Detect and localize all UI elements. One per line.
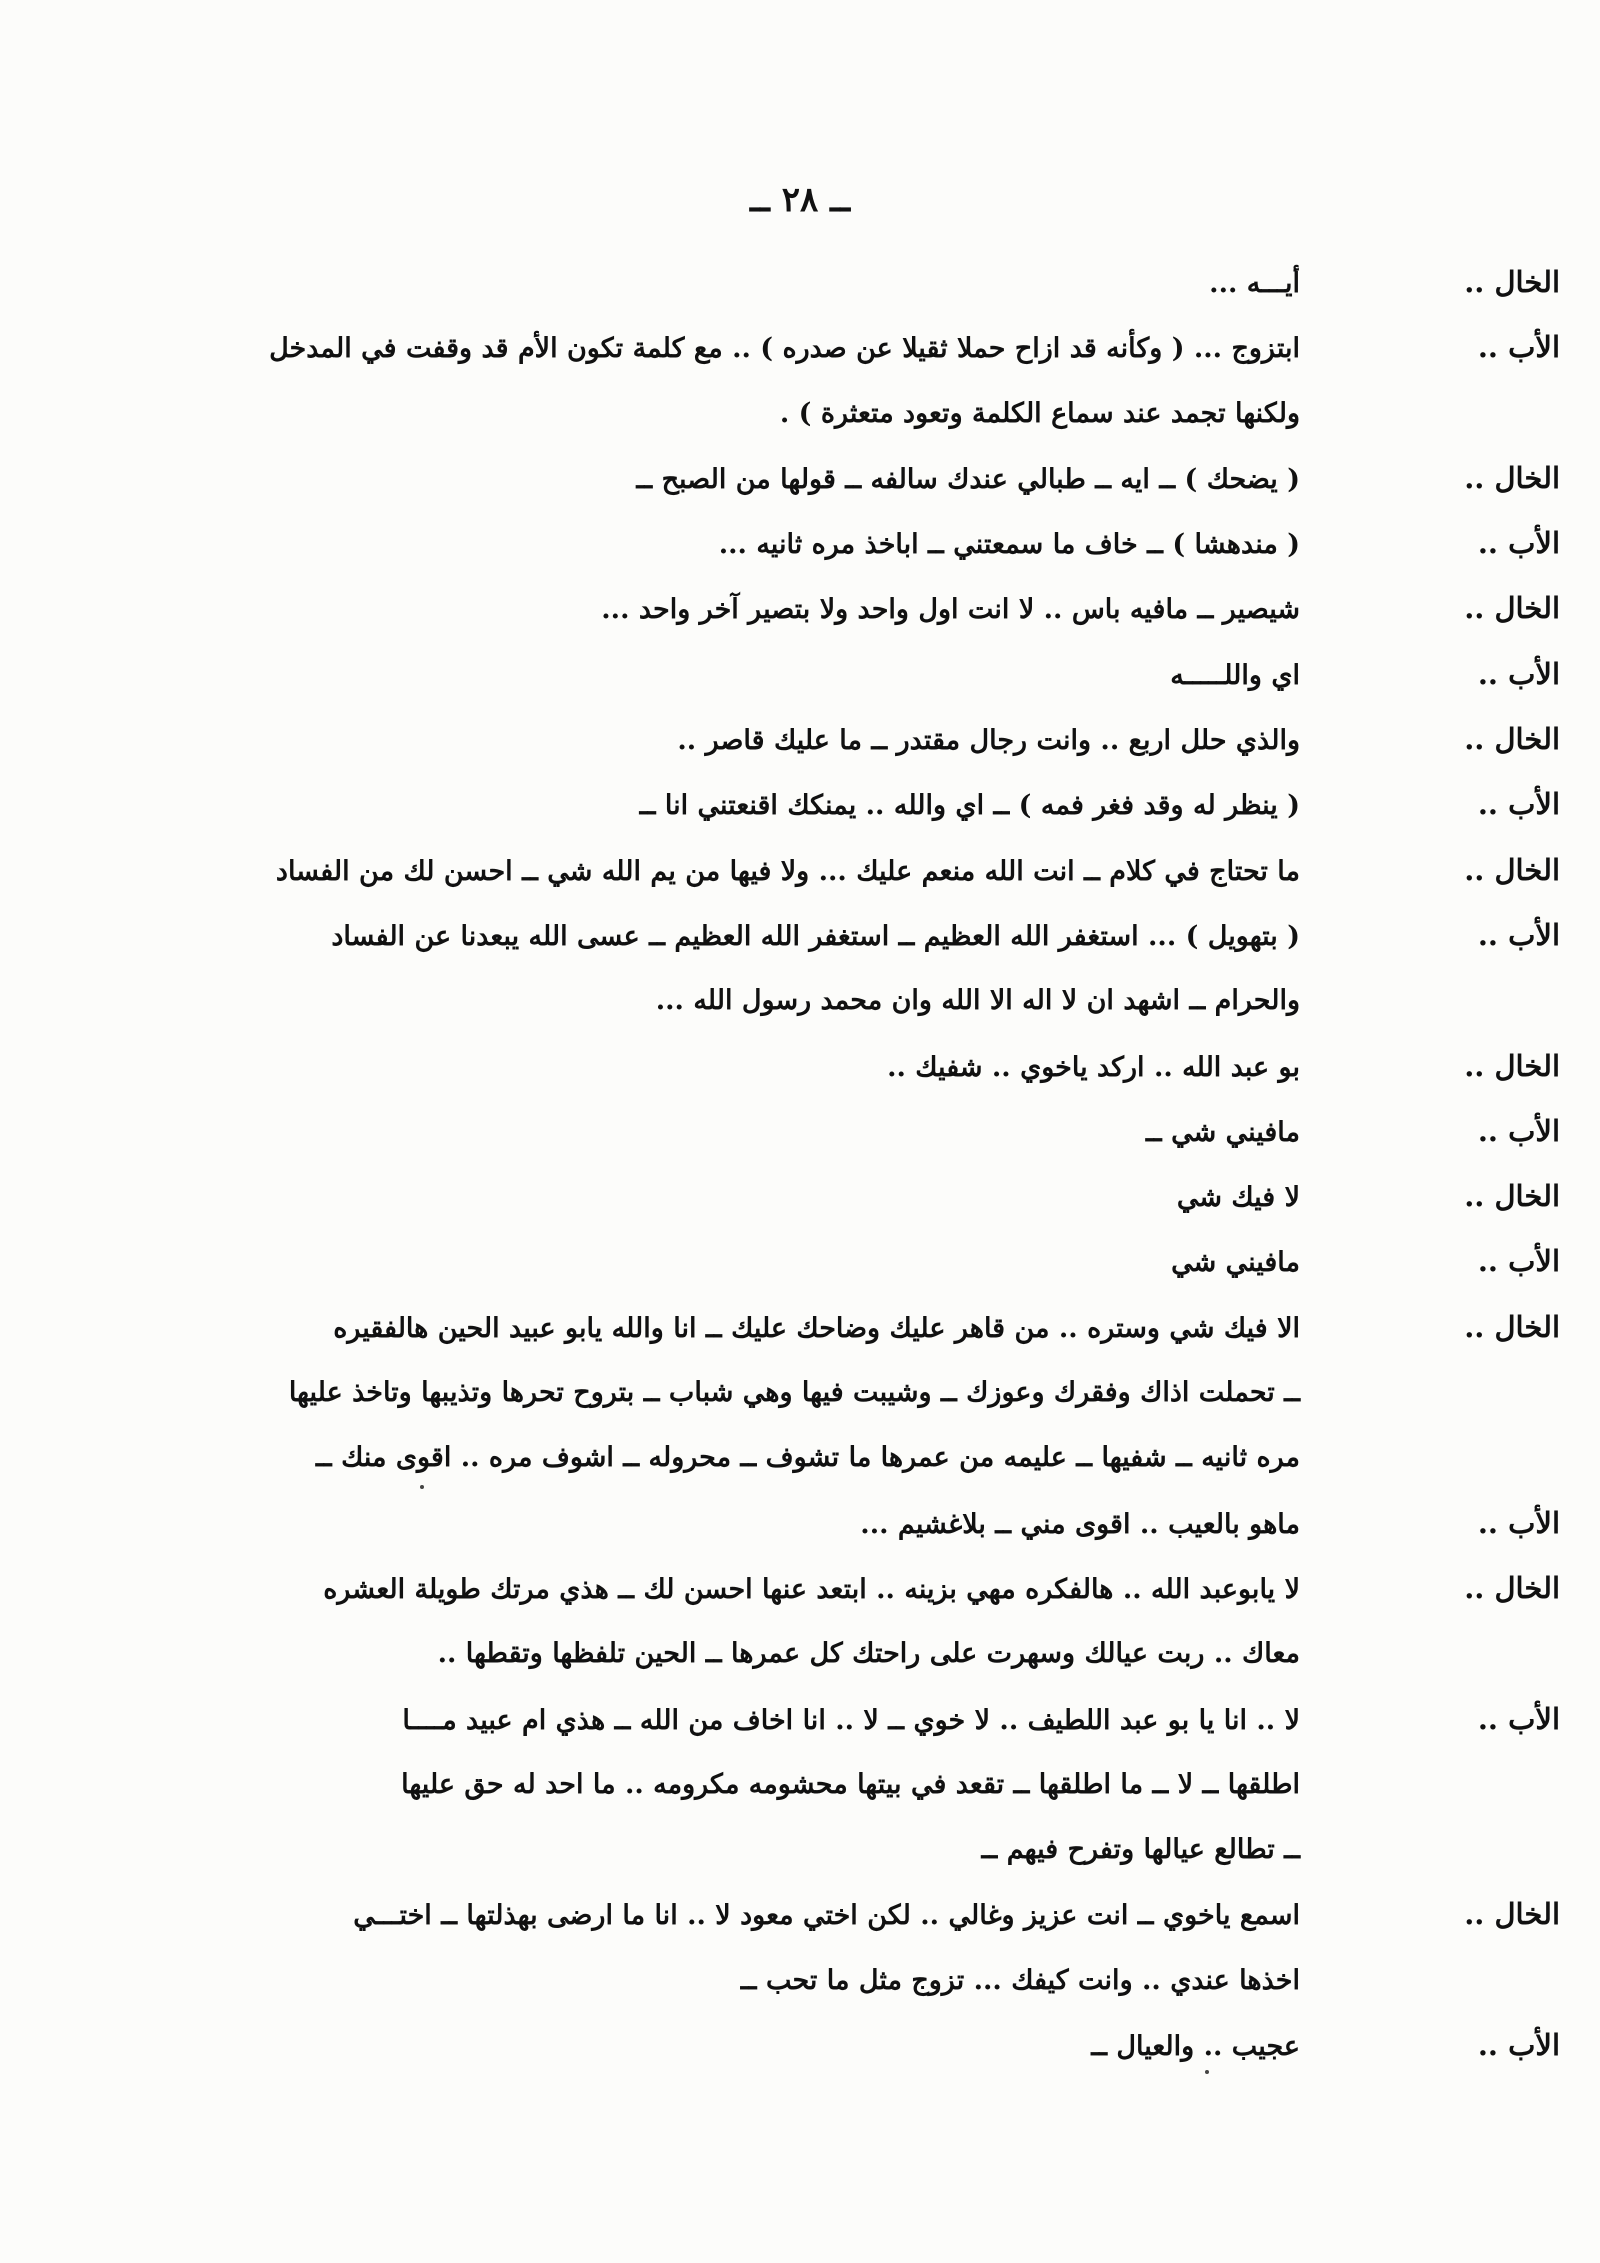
dialogue-line [140, 838, 1560, 903]
dialogue-text: لا يابوعبد الله .. هالفكره مهي بزينه .. ابتعد عنها احسن لك ــ هذي مرتك طويلة العشره [323, 1573, 1300, 1605]
dialogue-line [140, 1229, 1560, 1294]
dialogue-text: والحرام ــ اشهد ان لا اله الا الله وان محمد رسول الله ... [655, 985, 1300, 1017]
dialogue-line [140, 1817, 1560, 1882]
speaker-name: الخال .. [1464, 265, 1560, 299]
dialogue-line [140, 1752, 1560, 1817]
dialogue-text: الا فيك شي وستره .. من قاهر عليك وضاحك عليك ــ انا والله يابو عبيد الحين هالفقيره [333, 1312, 1300, 1344]
speaker-name: الخال .. [1464, 1309, 1560, 1344]
dialogue-line [140, 1556, 1560, 1621]
dialogue-text: مافيني شي ــ [1145, 1116, 1300, 1148]
dialogue-line [140, 642, 1560, 707]
dialogue-line [140, 1491, 1560, 1556]
dialogue-line [140, 1295, 1560, 1360]
dialogue-text: اسمع ياخوي ــ انت عزيز وغالي .. لكن اختي معود لا .. انا ما ارضى بهذلتها ــ اختـــي [353, 1900, 1300, 1932]
dialogue-text: مره ثانيه ــ شفيها ــ عليمه من عمرها ما تشوف ــ محروله ــ اشوف مره .. اقوى منك ــ [315, 1442, 1300, 1474]
dialogue-line [140, 968, 1560, 1033]
dialogue-line [140, 1164, 1560, 1229]
dialogue-line [140, 1099, 1560, 1164]
dialogue-line [140, 1687, 1560, 1752]
dialogue-text: لا فيك شي [1176, 1182, 1300, 1214]
dialogue-line [140, 511, 1560, 576]
dialogue-text: ( يضحك ) ــ ايه ــ طبالي عندك سالفه ــ قولها من الصبح ــ [636, 463, 1300, 495]
dialogue-text: بو عبد الله .. اركد ياخوي .. شفيك .. [887, 1051, 1300, 1083]
speaker-name: الخال .. [1464, 852, 1560, 887]
scan-speck [1205, 2070, 1209, 2074]
speaker-name: الخال .. [1464, 591, 1560, 626]
dialogue-text: معاك .. ربت عيالك وسهرت على راحتك كل عمرها ــ الحين تلفظها وتقطها .. [437, 1638, 1300, 1670]
dialogue-line [140, 1360, 1560, 1425]
speaker-name: الأب .. [1477, 656, 1560, 691]
speaker-name: الأب .. [1477, 526, 1560, 561]
dialogue-line [140, 315, 1560, 380]
speaker-name: الأب .. [1477, 1505, 1560, 1540]
speaker-name: الخال .. [1464, 1897, 1560, 1932]
dialogue-text: ماهو بالعيب .. اقوى مني ــ بلاغشيم ... [860, 1508, 1300, 1540]
dialogue-text: ولكنها تجمد عند سماع الكلمة وتعود متعثرة ) . [779, 397, 1300, 429]
speaker-name: الخال .. [1464, 1179, 1560, 1214]
dialogue-text: اطلقها ــ لا ــ ما اطلقها ــ تقعد في بيتها محشومه مكرومه .. ما احد له حق عليها [401, 1768, 1300, 1800]
dialogue-line [140, 1425, 1560, 1490]
dialogue-line [140, 707, 1560, 772]
speaker-name: الأب .. [1477, 330, 1560, 365]
dialogue-script [140, 250, 1560, 2078]
dialogue-line [140, 772, 1560, 837]
speaker-name: الأب .. [1477, 1701, 1560, 1736]
dialogue-text: ــ تطالع عيالها وتفرح فيهم ــ [981, 1834, 1300, 1866]
dialogue-text: عجيب .. والعيال ــ [1091, 2031, 1300, 2063]
dialogue-line [140, 1034, 1560, 1099]
dialogue-line [140, 903, 1560, 968]
speaker-name: الأب .. [1477, 1113, 1560, 1148]
dialogue-line [140, 576, 1560, 641]
speaker-name: الأب .. [1477, 787, 1560, 822]
speaker-name: الأب .. [1477, 2028, 1560, 2063]
speaker-name: الخال .. [1464, 1048, 1560, 1083]
page-number: ــ ٢٨ ــ [749, 180, 851, 220]
speaker-name: الأب .. [1477, 917, 1560, 952]
dialogue-text: والذي حلل اربع .. وانت رجال مقتدر ــ ما عليك قاصر .. [677, 725, 1300, 757]
speaker-name: الخال .. [1464, 460, 1560, 495]
dialogue-line [140, 2013, 1560, 2078]
dialogue-line [140, 446, 1560, 511]
dialogue-text: ــ تحملت اذاك وفقرك وعوزك ــ وشيبت فيها وهي شباب ــ بتروح تحرها وتذيبها وتاخذ عليها [288, 1377, 1300, 1409]
dialogue-text: أيـــه ... [1209, 268, 1300, 299]
speaker-name: الخال .. [1464, 1570, 1560, 1605]
dialogue-text: ابتزوج ... ( وكأنه قد ازاح حملا ثقيلا عن صدره ) .. مع كلمة تكون الأم قد وقفت في المدخل [269, 333, 1300, 365]
dialogue-text: ( بتهويل ) ... استغفر الله العظيم ــ استغفر الله العظيم ــ عسى الله يبعدنا عن الفساد [331, 920, 1300, 952]
dialogue-text: ( ينظر له وقد فغر فمه ) ــ اي والله .. يمنكك اقنعتني انا ــ [639, 790, 1300, 822]
dialogue-line [140, 381, 1560, 446]
dialogue-text: مافيني شي [1171, 1247, 1300, 1279]
scan-speck [420, 1485, 424, 1489]
dialogue-text: اخذها عندي .. وانت كيفك ... تزوج مثل ما تحب ــ [740, 1964, 1300, 1996]
dialogue-text: شيصير ــ مافيه باس .. لا انت اول واحد ولا بتصير آخر واحد ... [601, 594, 1300, 626]
speaker-name: الأب .. [1477, 1244, 1560, 1279]
speaker-name: الخال .. [1464, 722, 1560, 757]
dialogue-text: لا .. انا يا بو عبد اللطيف .. لا خوي ــ لا .. انا اخاف من الله ــ هذي ام عبيد مــــا [402, 1704, 1300, 1736]
dialogue-text: ما تحتاج في كلام ــ انت الله منعم عليك ... ولا فيها من يم الله شي ــ احسن لك من الفساد [275, 855, 1300, 887]
dialogue-line [140, 1621, 1560, 1686]
dialogue-line [140, 250, 1560, 315]
dialogue-text: ( مندهشا ) ــ خاف ما سمعتني ــ اباخذ مره ثانيه ... [718, 529, 1300, 561]
dialogue-line [140, 1882, 1560, 1947]
dialogue-text: اي واللـــــه [1170, 659, 1300, 691]
dialogue-line [140, 1948, 1560, 2013]
